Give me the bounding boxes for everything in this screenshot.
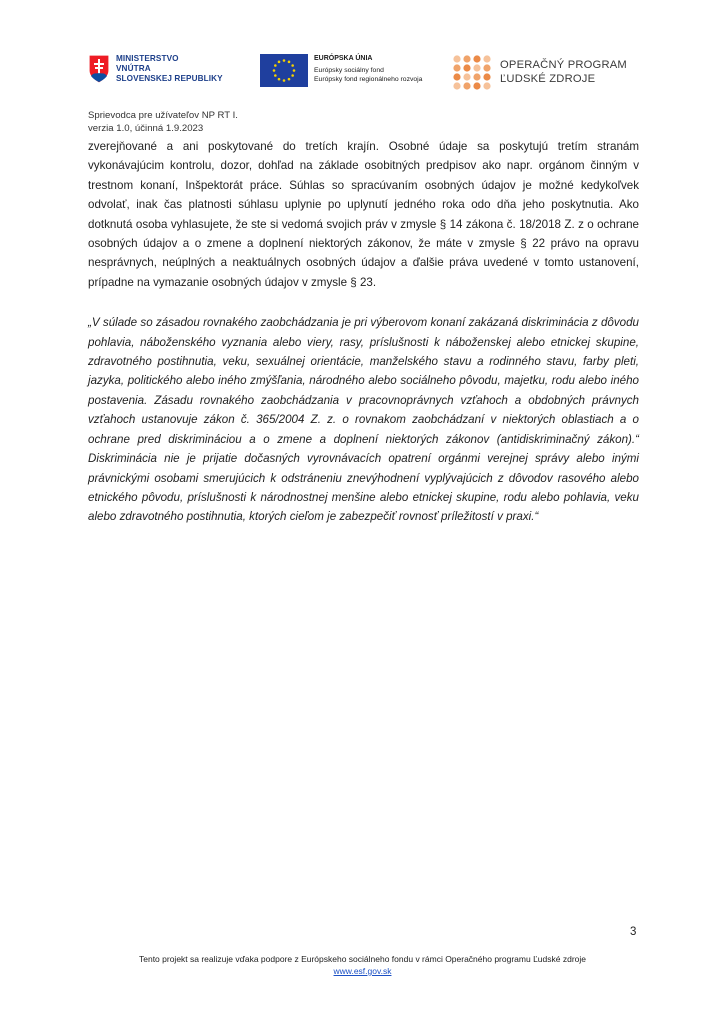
op-dot-icon bbox=[453, 55, 460, 62]
ministry-line-3: SLOVENSKEJ REPUBLIKY bbox=[116, 74, 223, 83]
footer-text: Tento projekt sa realizuje vďaka podpore z Európskeho sociálneho fondu v rámci Operačného programu Ľudské zdroje bbox=[138, 954, 586, 964]
body-text bbox=[88, 137, 639, 527]
eu-title: EURÓPSKA ÚNIA bbox=[314, 55, 373, 62]
eu-star-icon bbox=[291, 64, 294, 67]
op-dot-icon bbox=[463, 55, 470, 62]
op-dot-icon bbox=[473, 64, 480, 71]
footer-link[interactable]: www.esf.gov.sk bbox=[333, 966, 392, 976]
eu-star-icon bbox=[293, 69, 296, 72]
eu-star-icon bbox=[278, 61, 281, 64]
op-logo bbox=[452, 54, 642, 92]
eu-flag-icon bbox=[260, 54, 308, 87]
op-dot-icon bbox=[473, 55, 480, 62]
ministry-line-1: MINISTERSTVO bbox=[116, 54, 179, 63]
op-line-1: OPERAČNÝ PROGRAM bbox=[500, 59, 627, 71]
eu-star-icon bbox=[291, 74, 294, 77]
op-line-2: ĽUDSKÉ ZDROJE bbox=[500, 73, 596, 85]
op-dot-icon bbox=[483, 73, 490, 80]
eu-star-icon bbox=[283, 79, 286, 82]
eu-fund-line-1: Európsky sociálny fond bbox=[314, 67, 384, 74]
paragraph-1: zverejňované a ani poskytované do tretích krajín. Osobné údaje sa poskytujú tretím stranám vykonávajúcim kontrolu, dozor, dohľad na základe osobitných predpisov ako napr. orgánom činným v trestnom konaní, Inšpektorát práce. Súhlas so spracúvaním osobných údajov je možné kedykoľvek odvolať, inak čas platnosti súhlasu uplynie po uplynutí jedného roka odo dňa jeho poskytnutia. Ako dotknutá osoba vyhlasujete, že ste si vedomá svojich práv v zmysle § 14 zákona č. 18/2018 Z. z o ochrane osobných údajov a o zmene a doplnení niektorých zákonov, že máte v zmysle § 22 právo na opravu nesprávnych, neúplných a neaktuálnych osobných údajov a ďalšie práva uvedené v tomto ustanovení, prípadne na vymazanie osobných údajov v zmysle § 23. bbox=[88, 140, 639, 289]
op-dot-icon bbox=[463, 82, 470, 89]
op-dot-icon bbox=[453, 82, 460, 89]
eu-star-icon bbox=[283, 59, 286, 62]
footer bbox=[0, 953, 725, 977]
op-dot-icon bbox=[463, 73, 470, 80]
slovak-coat-of-arms-icon bbox=[88, 54, 110, 84]
ministry-logo bbox=[88, 54, 238, 92]
ministry-line-2: VNÚTRA bbox=[116, 64, 151, 73]
page-number: 3 bbox=[630, 926, 637, 938]
document-version: verzia 1.0, účinná 1.9.2023 bbox=[88, 123, 204, 134]
eu-star-icon bbox=[278, 78, 281, 81]
eu-star-icon bbox=[273, 69, 276, 72]
paragraph-2-continuation: Diskriminácia nie je prijatie dočasných vyrovnávacích opatrení orgánmi verejnej správy alebo inými právnickými osobami smerujúcich k odstráneniu znevýhodnení vyplývajúcich z dôvodov rasového alebo etnického pôvodu, príslušnosti k národnostnej menšine alebo etnickej skupine, rodu alebo pohlavia, veku alebo zdravotného postihnutia, ktorých cieľom je zabezpečiť rovnosť príležitostí v praxi.“ bbox=[88, 452, 639, 524]
op-dot-icon bbox=[473, 73, 480, 80]
eu-logo bbox=[260, 54, 440, 92]
eu-star-icon bbox=[274, 74, 277, 77]
eu-fund-line-2: Európsky fond regionálneho rozvoja bbox=[314, 76, 423, 83]
op-dot-icon bbox=[483, 64, 490, 71]
paragraph-2 bbox=[88, 313, 639, 526]
running-header bbox=[88, 109, 238, 135]
op-dot-icon bbox=[473, 82, 480, 89]
op-dot-icon bbox=[463, 64, 470, 71]
paragraph-2-quote: „V súlade so zásadou rovnakého zaobchádzania je pri výberovom konaní zakázaná diskriminácia z dôvodu pohlavia, náboženského vyznania alebo viery, rasy, príslušnosti k náboženskej alebo etnickej skupine, zdravotného postihnutia, veku, sexuálnej orientácie, manželského stavu a rodinného stavu, farby pleti, jazyka, politického alebo iného zmýšľania, národného alebo sociálneho pôvodu, majetku, rodu alebo iného postavenia. Zásadu rovnakého zaobchádzania v pracovnoprávnych vzťahoch a obdobných právnych vzťahoch ustanovuje zákon č. 365/2004 Z. z. o rovnakom zaobchádzaní v niektorých oblastiach a o ochrane pred diskrimináciou a o zmene a doplnení niektorých zákonov (antidiskriminačný zákon).“ bbox=[88, 316, 639, 446]
op-dot-icon bbox=[483, 55, 490, 62]
op-dot-icon bbox=[453, 64, 460, 71]
eu-star-icon bbox=[288, 61, 291, 64]
document-title: Sprievodca pre užívateľov NP RT I. bbox=[88, 110, 238, 121]
op-dots-icon bbox=[452, 54, 492, 90]
op-dot-icon bbox=[453, 73, 460, 80]
op-dot-icon bbox=[483, 82, 490, 89]
eu-star-icon bbox=[288, 78, 291, 81]
eu-star-icon bbox=[274, 64, 277, 67]
